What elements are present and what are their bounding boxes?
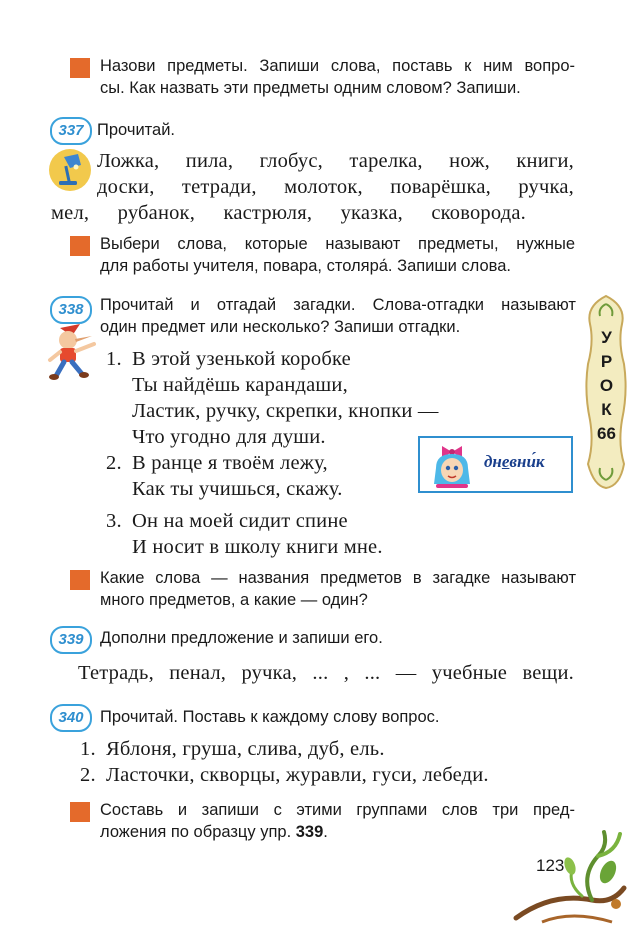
exercise-340-instruction: Прочитай. Поставь к каждому слову вопрос. [100, 708, 440, 726]
exercise-337-line-1: Ложка, пила, глобус, тарелка, нож, книги, [97, 150, 574, 172]
vocabulary-word [484, 452, 545, 472]
exercise-340-task-line-2 [100, 821, 575, 843]
exercise-337-line-3: мел, рубанок, кастрюля, указка, сковорода. [51, 202, 526, 224]
vocabulary-word-start: дн [484, 452, 502, 471]
exercise-340-task-line-2-text: ложения по образцу упр. [100, 823, 296, 841]
exercise-340-task [100, 799, 575, 843]
exercise-337-instruction: Прочитай. [97, 121, 176, 139]
item-2-text: Ласточки, скворцы, журавли, гуси, лебеди. [106, 764, 489, 786]
exercise-337-line-2: доски, тетради, молоток, поварёшка, ручка, [97, 176, 574, 198]
girl-with-bow-icon [428, 440, 478, 490]
item-1-text: Яблоня, груша, слива, дуб, ель. [106, 738, 385, 760]
riddle-1-line-3: Ластик, ручку, скрепки, кнопки — [132, 400, 439, 422]
exercise-337-text [51, 148, 574, 226]
riddle-1-line-1: В этой узенькой коробке [132, 348, 351, 370]
riddle-3-line-1: Он на моей сидит спине [132, 510, 348, 532]
exercise-338-instruction [100, 294, 576, 338]
vocabulary-word-stressed-letter: е [501, 452, 510, 471]
lesson-number: 66 [597, 424, 616, 443]
lesson-letter: К [601, 400, 612, 419]
riddle-number: 3. [106, 510, 122, 532]
vocabulary-box [418, 436, 573, 493]
lesson-label [584, 326, 629, 446]
exercise-337-task-line-2: для работы учителя, повара, столяра́. Запиши слова. [100, 257, 512, 275]
lesson-tab [584, 294, 629, 490]
riddle-1-line-4: Что угодно для души. [132, 426, 326, 448]
item-number: 1. [80, 738, 96, 760]
exercise-reference: 339 [295, 823, 324, 841]
lesson-letter: О [599, 376, 614, 395]
riddle-2-line-2: Как ты учишься, скажу. [132, 478, 343, 500]
exercise-340-task-line-2-end: . [323, 823, 328, 841]
exercise-338-instruction-line-2: один предмет или несколько? Запиши отгадки. [100, 318, 461, 336]
riddle-number: 1. [106, 348, 122, 370]
exercise-338-instruction-line-1: Прочитай и отгадай загадки. Слова-отгадки называют [100, 296, 576, 314]
task-marker-icon [70, 236, 90, 256]
riddle-number: 2. [106, 452, 122, 474]
riddle-2-line-1: В ранце я твоём лежу, [132, 452, 328, 474]
corner-ornament-icon [512, 826, 629, 926]
exercise-number-337: 337 [50, 117, 92, 145]
lesson-letter: У [601, 328, 612, 347]
exercise-340-task-line-1: Составь и запиши с этими группами слов три пред- [100, 801, 575, 819]
exercise-338-task-line-1: Какие слова — названия предметов в загадке называют [100, 569, 576, 587]
item-number: 2. [80, 764, 96, 786]
exercise-338-task-line-2: много предметов, а какие — один? [100, 591, 368, 609]
exercise-number-338: 338 [50, 296, 92, 324]
lesson-letter: Р [600, 352, 613, 371]
pinocchio-figure-icon [46, 320, 104, 382]
task-marker-icon [70, 570, 90, 590]
riddle-3-line-2: И носит в школу книги мне. [132, 536, 383, 558]
exercise-339-sentence: Тетрадь, пенал, ручка, ... , ... — учебные вещи. [78, 662, 574, 684]
exercise-337-task [100, 233, 575, 277]
vocabulary-word-end: вни́к [509, 452, 545, 471]
task-marker-icon [70, 58, 90, 78]
intro-task [100, 55, 575, 99]
exercise-number-339: 339 [50, 626, 92, 654]
exercise-337-task-line-1: Выбери слова, которые называют предметы, нужные [100, 235, 575, 253]
exercise-339-instruction: Дополни предложение и запиши его. [100, 629, 383, 647]
intro-task-line-1: Назови предметы. Запиши слова, поставь к ним вопро- [100, 57, 575, 75]
task-marker-icon [70, 802, 90, 822]
exercise-number-340: 340 [50, 704, 92, 732]
page-number: 123 [536, 856, 565, 875]
intro-task-line-2: сы. Как назвать эти предметы одним словом? Запиши. [100, 79, 521, 97]
exercise-338-task [100, 567, 576, 611]
riddle-1-line-2: Ты найдёшь карандаши, [132, 374, 348, 396]
